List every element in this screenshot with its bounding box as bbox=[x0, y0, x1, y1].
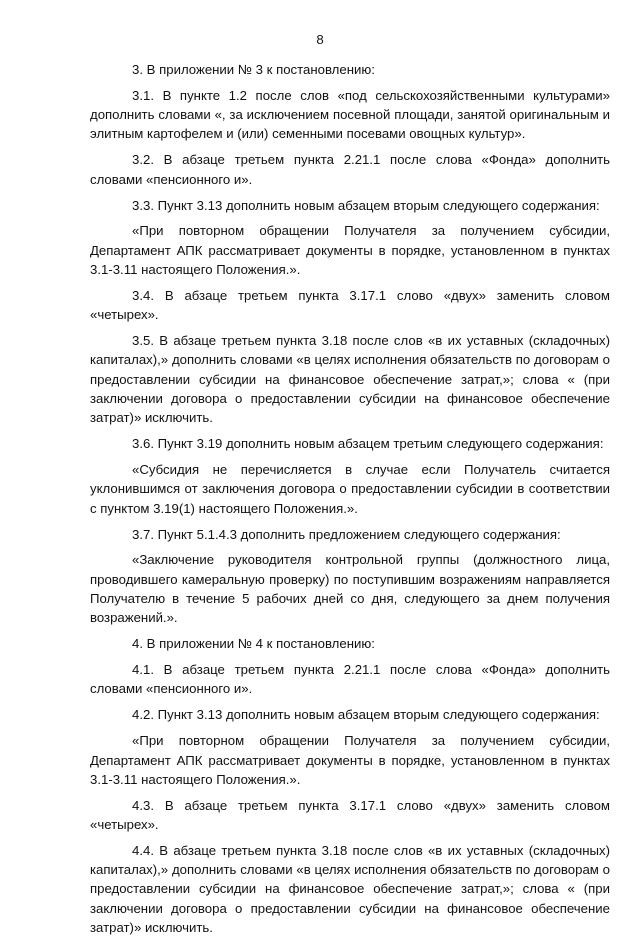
paragraph-3-4: 3.4. В абзаце третьем пункта 3.17.1 слово «двух» заменить словом «четырех». bbox=[90, 287, 610, 323]
paragraph-3-1: 3.1. В пункте 1.2 после слов «под сельскохозяйственными культурами» дополнить словами «, за исключением посевной площади, занятой оригинальным и элитным картофелем и (или) семенными посевами овощных культур». bbox=[90, 87, 610, 142]
paragraph-4-2: 4.2. Пункт 3.13 дополнить новым абзацем вторым следующего содержания: bbox=[132, 707, 600, 723]
paragraph-3-heading: 3. В приложении № 3 к постановлению: bbox=[132, 62, 375, 77]
paragraph-4-heading: 4. В приложении № 4 к постановлению: bbox=[132, 636, 375, 652]
document-body bbox=[90, 60, 610, 944]
paragraph-3-3: 3.3. Пункт 3.13 дополнить новым абзацем вторым следующего содержания: bbox=[132, 197, 600, 213]
paragraph-4-4: 4.4. В абзаце третьем пункта 3.18 после слов «в их уставных (складочных) капиталах),» дополнить словами «в целях исполнения обязательств по договорам о предоставлении субсидии на финансовое обеспечение затрат,»; слова « (при заключении договора о предоставлении субсидии на финансовое обеспечение затрат)» исключить. bbox=[90, 842, 610, 936]
paragraph-3-3-quote: «При повторном обращении Получателя за получением субсидии, Департамент АПК рассматривает документы в порядке, установленном в пунктах 3.1-3.11 настоящего Положения.». bbox=[90, 223, 610, 278]
paragraph-3-7: 3.7. Пункт 5.1.4.3 дополнить предложением следующего содержания: bbox=[132, 526, 561, 542]
paragraph-3-6-quote: «Субсидия не перечисляется в случае если Получатель считается уклонившимся от заключения договора о предоставлении субсидии в соответствии с пунктом 3.19(1) настоящего Положения.». bbox=[90, 462, 610, 516]
paragraph-4-3: 4.3. В абзаце третьем пункта 3.17.1 слово «двух» заменить словом «четырех». bbox=[90, 797, 610, 832]
paragraph-3-2: 3.2. В абзаце третьем пункта 2.21.1 после слова «Фонда» дополнить словами «пенсионного и». bbox=[90, 152, 610, 187]
paragraph-4-1: 4.1. В абзаце третьем пункта 2.21.1 после слова «Фонда» дополнить словами «пенсионного и». bbox=[90, 662, 610, 697]
page-number: 8 bbox=[316, 32, 324, 47]
paragraph-3-6: 3.6. Пункт 3.19 дополнить новым абзацем третьим следующего содержания: bbox=[132, 436, 604, 452]
paragraph-3-7-quote: «Заключение руководителя контрольной группы (должностного лица, проводившего камеральную проверку) по поступившим возражениям направляется Получателю в течение 5 рабочих дней со дня, следующего за днем получения возражений.». bbox=[90, 552, 610, 626]
paragraph-4-2-quote: «При повторном обращении Получателя за получением субсидии, Департамент АПК рассматривает документы в порядке, установленном в пунктах 3.1-3.11 настоящего Положения.». bbox=[90, 733, 610, 787]
paragraph-3-5: 3.5. В абзаце третьем пункта 3.18 после слов «в их уставных (складочных) капиталах),» дополнить словами «в целях исполнения обязательств по договорам о предоставлении субсидии на финансовое обеспечение затрат,»; слова « (при заключении договора о предоставлении субсидии на финансовое обеспечение затрат)» исключить. bbox=[90, 333, 610, 426]
